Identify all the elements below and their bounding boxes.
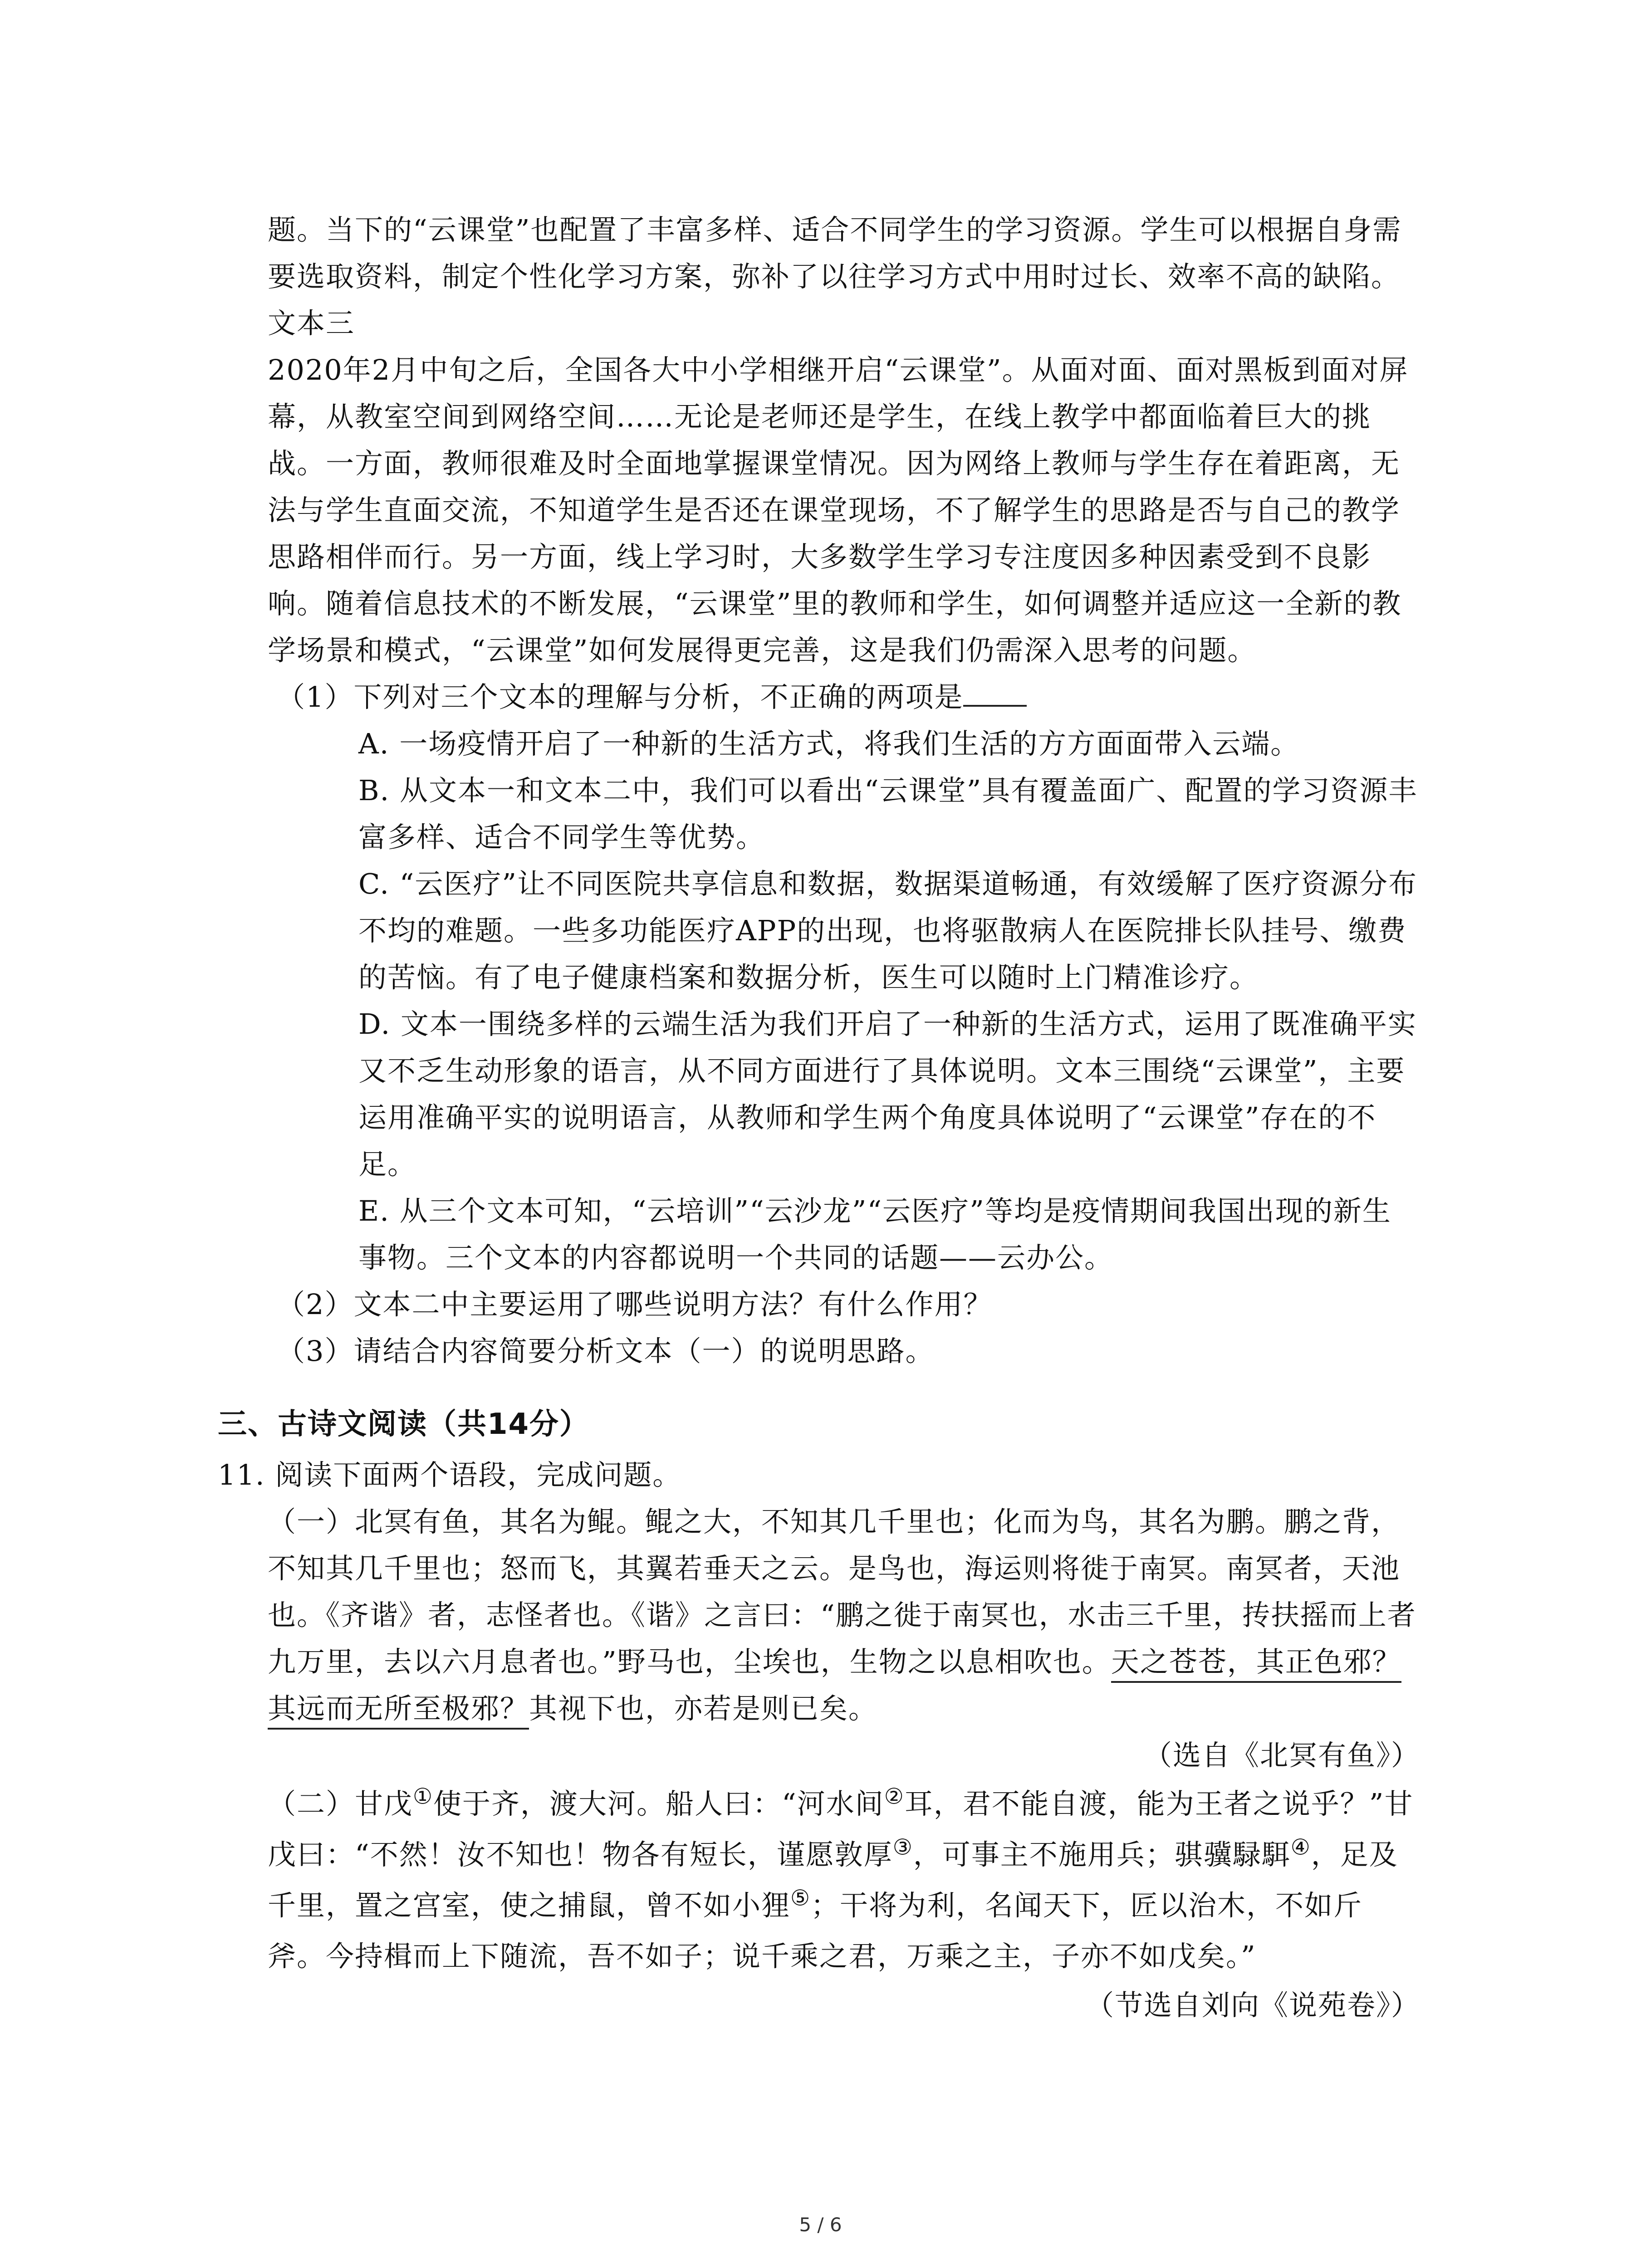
answer-blank[interactable] [963,696,1027,707]
passage-1-main: （一）北冥有鱼，其名为鲲。鲲之大，不知其几千里也；化而为鸟，其名为鹏。鹏之背，不知其几千里也；怒而飞，其翼若垂天之云。是鸟也，海运则将徙于南冥。南冥者，天池也。《齐谐》者，志怪者也。《谐》之言曰：“鹏之徙于南冥也，水击三千里，抟扶摇而上者九万里，去以六月息者也。”野马也，尘埃也，生物之以息相吹也。 [268,1505,1416,1678]
option-e: E. 从三个文本可知，“云培训”“云沙龙”“云医疗”等均是疫情期间我国出现的新生事物。三个文本的内容都说明一个共同的话题——云办公。 [358,1194,1391,1274]
text3-label: 文本三 [268,307,355,340]
footnote-marker-4: ④ [1290,1834,1311,1860]
passage-2-part-d: ，可事主不施用兵；骐骥騄駬 [913,1838,1291,1871]
passage-1-end: 其视下也，亦若是则已矣。 [529,1692,878,1725]
passage-2-part-c: 耳，君不能自渡，能为王者之说乎？”甘戊曰：“不然！汝不知也！物各有短长，谨愿敦厚 [268,1787,1414,1871]
text2-tail-paragraph: 题。当下的“云课堂”也配置了丰富多样、适合不同学生的学习资源。学生可以根据自身需要选取资料，制定个性化学习方案，弥补了以往学习方式中用时过长、效率不高的缺陷。 [268,213,1402,293]
passage-2-part-f: ；干将为利，名闻天下，匠以治木，不如斤斧。今持楫而上下随流，吾不如子；说千乘之君，万乘之主，子亦不如戊矣。” [268,1889,1363,1973]
option-c: C. “云医疗”让不同医院共享信息和数据，数据渠道畅通，有效缓解了医疗资源分布不均的难题。一些多功能医疗APP的出现，也将驱散病人在医院排长队挂号、缴费的苦恼。有了电子健康档案和数据分析，医生可以随时上门精准诊疗。 [358,867,1418,994]
passage-2-part-a: （二）甘戊 [268,1787,413,1820]
footnote-marker-5: ⑤ [790,1885,811,1911]
question-3: （3）请结合内容简要分析文本（一）的说明思路。 [277,1334,935,1368]
question-11: 11. 阅读下面两个语段，完成问题。 [218,1458,682,1491]
footnote-marker-1: ① [413,1784,434,1809]
passage-1-source: （选自《北冥有鱼》） [1143,1739,1420,1772]
page-content [218,206,1420,2028]
passage-2-part-b: 使于齐，渡大河。船人曰：“河水间 [433,1787,884,1820]
passage-2 [268,1779,1420,1982]
option-d: D. 文本一围绕多样的云端生活为我们开启了一种新的生活方式，运用了既准确平实又不乏生动形象的语言，从不同方面进行了具体说明。文本三围绕“云课堂”，主要运用准确平实的说明语言，从教师和学生两个角度具体说明了“云课堂”存在的不足。 [358,1007,1417,1181]
passage-2-source: （节选自刘向《说苑卷》） [1085,1989,1420,2022]
question-1 [277,674,1420,720]
option-a: A. 一场疫情开启了一种新的生活方式，将我们生活的方方面面带入云端。 [358,727,1300,760]
passage-2-part-e: ，足及千里，置之宫室，使之捕鼠，曾不如小狸 [268,1838,1398,1922]
question-2: （2）文本二中主要运用了哪些说明方法？有什么作用？ [277,1288,993,1321]
option-b: B. 从文本一和文本二中，我们可以看出“云课堂”具有覆盖面广、配置的学习资源丰富多样、适合不同学生等优势。 [358,774,1418,854]
question-1-text: （1）下列对三个文本的理解与分析，不正确的两项是 [277,680,964,714]
passage-1-underlined: 天之苍苍，其正色邪？其远而无所至极邪？ [268,1645,1401,1730]
footnote-marker-2: ② [884,1784,905,1809]
passage-1 [268,1498,1420,1732]
text3-body-paragraph: 2020年2月中旬之后，全国各大中小学相继开启“云课堂”。从面对面、面对黑板到面对屏幕，从教室空间到网络空间……无论是老师还是学生，在线上教学中都面临着巨大的挑战。一方面，教师很难及时全面地掌握课堂情况。因为网络上教师与学生存在着距离，无法与学生直面交流，不知道学生是否还在课堂现场，不了解学生的思路是否与自己的教学思路相伴而行。另一方面，线上学习时，大多数学生学习专注度因多种因素受到不良影响。随着信息技术的不断发展，“云课堂”里的教师和学生，如何调整并适应这一全新的教学场景和模式，“云课堂”如何发展得更完善，这是我们仍需深入思考的问题。 [268,353,1409,667]
section-3-heading: 三、古诗文阅读（共14分） [218,1408,590,1441]
page-number: 5 / 6 [799,2214,842,2236]
footnote-marker-3: ③ [892,1834,913,1860]
